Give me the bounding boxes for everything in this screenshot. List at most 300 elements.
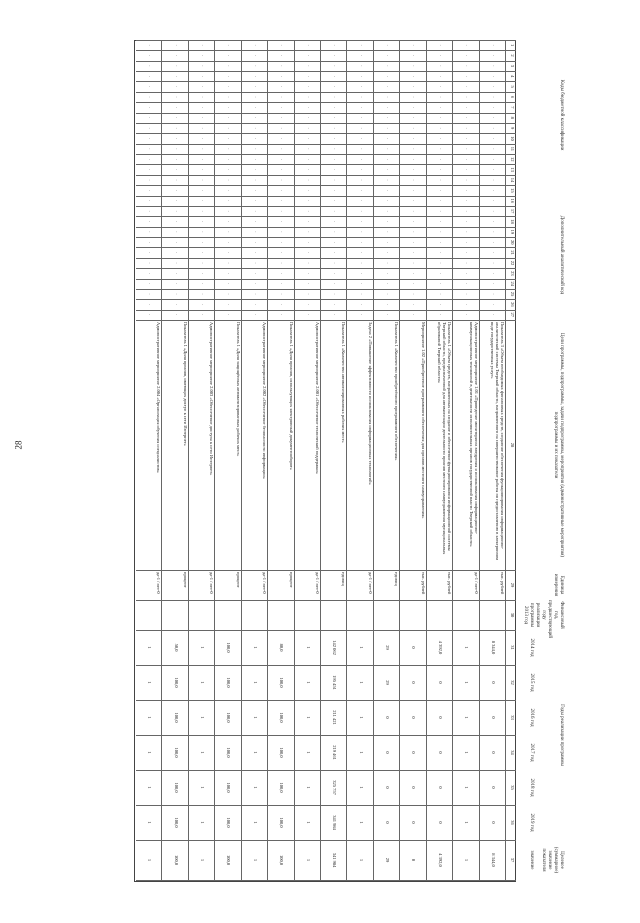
code-mark: · <box>173 272 179 275</box>
code-mark: · <box>464 210 470 212</box>
grid-column-line <box>136 175 516 176</box>
code-mark: · <box>226 137 232 140</box>
code-mark: · <box>147 241 153 243</box>
row-value-y2019: 1 <box>464 821 470 824</box>
code-mark: · <box>252 54 258 57</box>
code-mark: · <box>490 54 496 57</box>
grid-column-line <box>136 216 516 217</box>
page-number: 28 <box>13 440 24 450</box>
code-mark: · <box>385 168 391 171</box>
row-value-y2019: 1 <box>305 821 311 824</box>
code-mark: · <box>305 199 311 202</box>
code-mark: · <box>437 96 443 98</box>
row-final-value: 100,0 <box>226 854 232 866</box>
code-mark: · <box>437 251 443 254</box>
code-mark: · <box>147 148 153 150</box>
code-mark: · <box>332 158 338 160</box>
code-mark: · <box>200 44 206 46</box>
row-value-y2015: 0 <box>411 681 417 684</box>
code-mark: · <box>173 75 179 78</box>
table-row-line <box>320 40 321 880</box>
code-mark: · <box>385 44 391 46</box>
column-number: 19 <box>510 229 515 235</box>
code-mark: · <box>464 179 470 181</box>
code-mark: · <box>200 158 206 160</box>
code-mark: · <box>305 314 311 316</box>
code-mark: · <box>252 117 258 119</box>
code-mark: · <box>464 117 470 119</box>
code-mark: · <box>490 241 496 243</box>
code-mark: · <box>358 54 364 57</box>
code-mark: · <box>437 282 443 285</box>
column-number: 36 <box>510 820 515 825</box>
code-mark: · <box>147 106 153 109</box>
code-mark: · <box>200 251 206 254</box>
code-mark: · <box>279 117 285 119</box>
code-mark: · <box>437 168 443 171</box>
code-mark: · <box>358 272 364 275</box>
code-mark: · <box>305 127 311 129</box>
code-mark: · <box>358 210 364 212</box>
row-value-y2017: 1 <box>147 751 153 754</box>
row-value-y2018: 325 757 <box>332 780 338 795</box>
row-value-y2016: 100,0 <box>226 712 232 723</box>
code-mark: · <box>358 75 364 78</box>
code-mark: · <box>173 168 179 171</box>
code-mark: · <box>358 293 364 295</box>
row-value-y2016: 100,0 <box>173 712 179 723</box>
code-mark: · <box>147 262 153 264</box>
code-mark: · <box>464 54 470 57</box>
code-mark: · <box>490 314 496 316</box>
row-value-y2017: 1 <box>200 751 206 754</box>
code-mark: · <box>305 189 311 192</box>
code-mark: · <box>437 75 443 78</box>
code-mark: · <box>147 75 153 78</box>
row-value-y2016: 1 <box>358 716 364 719</box>
header-year-2017: 2017 год <box>529 743 534 762</box>
code-mark: · <box>305 282 311 285</box>
code-mark: · <box>437 220 443 223</box>
code-mark: · <box>385 282 391 285</box>
code-mark: · <box>200 241 206 243</box>
code-mark: · <box>411 293 417 295</box>
row-final-value: 100,0 <box>173 854 179 866</box>
code-mark: · <box>173 231 179 233</box>
code-mark: · <box>305 96 311 98</box>
header-year-2018: 2018 год <box>529 778 534 797</box>
code-mark: · <box>411 314 417 316</box>
code-mark: · <box>385 148 391 150</box>
code-mark: · <box>464 75 470 78</box>
code-mark: · <box>358 117 364 119</box>
code-mark: · <box>173 251 179 254</box>
code-mark: · <box>358 85 364 88</box>
code-mark: · <box>252 179 258 181</box>
code-mark: · <box>490 179 496 181</box>
code-mark: · <box>252 241 258 243</box>
column-number: 4 <box>510 75 515 78</box>
code-mark: · <box>279 210 285 212</box>
code-mark: · <box>464 148 470 150</box>
column-number: 7 <box>510 106 515 109</box>
code-mark: · <box>464 251 470 254</box>
code-mark: · <box>173 106 179 109</box>
code-mark: · <box>437 262 443 264</box>
code-mark: · <box>358 303 364 306</box>
grid-column-line <box>136 735 516 736</box>
row-value-y2019: 100,0 <box>279 817 285 828</box>
code-mark: · <box>200 282 206 285</box>
row-indicator-text: Мероприятие 1.02 «Приобретение программного обеспечения для органов местного самоуправления» <box>420 322 426 519</box>
row-indicator-text: Показатель 1 «Доля защищённых автоматизированных рабочих мест» <box>235 322 241 457</box>
row-indicator-text: Административное мероприятие 2.003 «Обеспечение доступа к сети Интернет» <box>209 322 215 476</box>
code-mark: · <box>226 293 232 295</box>
table-row-line <box>452 40 453 880</box>
code-mark: · <box>226 85 232 88</box>
column-number: 11 <box>510 146 515 152</box>
code-mark: · <box>305 44 311 46</box>
code-mark: · <box>411 137 417 140</box>
code-mark: · <box>279 85 285 88</box>
code-mark: · <box>385 127 391 129</box>
grid-column-line <box>136 320 516 321</box>
table-row-line <box>399 40 400 880</box>
code-mark: · <box>226 231 232 233</box>
table-row-line <box>426 40 427 880</box>
code-mark: · <box>437 85 443 88</box>
code-mark: · <box>200 210 206 212</box>
grid-column-line <box>136 630 516 631</box>
row-value-y2015: 0 <box>437 681 443 684</box>
code-mark: · <box>490 85 496 88</box>
row-value-y2016: 0 <box>437 716 443 719</box>
code-mark: · <box>411 303 417 306</box>
code-mark: · <box>490 210 496 212</box>
row-unit: единиц <box>341 572 347 586</box>
row-value-y2017: 0 <box>490 751 496 754</box>
code-mark: · <box>385 199 391 202</box>
column-number: 20 <box>510 239 515 245</box>
code-mark: · <box>437 148 443 150</box>
code-mark: · <box>411 282 417 285</box>
row-final-value: 1 <box>147 858 153 862</box>
code-mark: · <box>173 158 179 160</box>
row-value-y2015: 1 <box>305 681 311 684</box>
row-value-y2018: 1 <box>464 786 470 789</box>
row-value-y2017: 0 <box>437 751 443 754</box>
code-mark: · <box>437 44 443 46</box>
header-year-2019: 2019 год <box>529 813 534 832</box>
grid-column-line <box>136 92 516 93</box>
column-number: 29 <box>510 582 515 588</box>
code-mark: · <box>385 262 391 264</box>
code-mark: · <box>173 117 179 119</box>
code-mark: · <box>490 272 496 275</box>
code-mark: · <box>385 96 391 98</box>
code-mark: · <box>385 158 391 160</box>
row-value-y2015: 29 <box>385 680 391 685</box>
row-value-y2015: 1 <box>464 681 470 684</box>
code-mark: · <box>332 85 338 88</box>
code-mark: · <box>411 117 417 119</box>
code-mark: · <box>332 272 338 275</box>
row-value-y2015: 1 <box>358 681 364 684</box>
column-number: 21 <box>510 250 515 255</box>
row-value-y2015: 195 451 <box>332 675 338 690</box>
code-mark: · <box>490 199 496 202</box>
code-mark: · <box>173 54 179 57</box>
row-value-y2015: 0 <box>490 681 496 684</box>
row-value-y2018: 1 <box>200 786 206 789</box>
code-mark: · <box>147 137 153 140</box>
code-mark: · <box>358 96 364 98</box>
code-mark: · <box>305 117 311 119</box>
grid-column-line <box>136 164 516 165</box>
code-mark: · <box>173 148 179 150</box>
row-value-y2019: 100,0 <box>173 817 179 828</box>
code-mark: · <box>305 272 311 275</box>
code-mark: · <box>252 231 258 233</box>
code-mark: · <box>464 137 470 140</box>
code-mark: · <box>411 199 417 202</box>
grid-column-line <box>136 665 516 666</box>
code-mark: · <box>464 189 470 192</box>
row-value-y2018: 1 <box>147 786 153 789</box>
grid-column-line <box>136 40 516 41</box>
row-final-value: 8 344,0 <box>490 853 496 867</box>
code-mark: · <box>173 314 179 316</box>
row-value-y2016: 0 <box>490 716 496 719</box>
code-mark: · <box>464 282 470 285</box>
code-mark: · <box>252 158 258 160</box>
row-unit: процент <box>182 572 188 588</box>
code-mark: · <box>332 168 338 171</box>
code-mark: · <box>490 65 496 67</box>
grid-column-line <box>136 185 516 186</box>
code-mark: · <box>490 75 496 78</box>
row-final-value: 29 <box>385 857 391 863</box>
code-mark: · <box>358 241 364 243</box>
header-years-group: Годы реализации программы <box>559 704 564 766</box>
code-mark: · <box>332 251 338 254</box>
code-mark: · <box>464 106 470 109</box>
code-mark: · <box>279 314 285 316</box>
row-value-y2018: 0 <box>411 786 417 789</box>
code-mark: · <box>490 158 496 160</box>
row-value-y2015: 1 <box>147 681 153 684</box>
code-mark: · <box>490 168 496 171</box>
code-mark: · <box>173 179 179 181</box>
code-mark: · <box>305 106 311 109</box>
code-mark: · <box>200 75 206 78</box>
code-mark: · <box>252 282 258 285</box>
grid-column-line <box>136 123 516 124</box>
row-unit: да-1 / нет-0 <box>262 572 268 594</box>
code-mark: · <box>437 189 443 192</box>
code-mark: · <box>358 220 364 223</box>
row-value-y2019: 1 <box>252 821 258 824</box>
code-mark: · <box>147 117 153 119</box>
code-mark: · <box>226 282 232 285</box>
code-mark: · <box>332 220 338 223</box>
row-indicator-text: Административное мероприятие 2.004 «Организация обучения специалистов» <box>156 322 162 473</box>
code-mark: · <box>411 241 417 243</box>
code-mark: · <box>305 241 311 243</box>
code-mark: · <box>332 293 338 295</box>
code-mark: · <box>200 262 206 264</box>
column-number: 32 <box>510 680 515 685</box>
code-mark: · <box>226 127 232 129</box>
column-number: 16 <box>510 198 515 203</box>
code-mark: · <box>385 189 391 192</box>
row-final-value: 100,0 <box>279 854 285 866</box>
code-mark: · <box>358 158 364 160</box>
code-mark: · <box>252 148 258 150</box>
code-mark: · <box>173 137 179 140</box>
code-mark: · <box>305 262 311 264</box>
code-mark: · <box>411 272 417 275</box>
code-mark: · <box>200 96 206 98</box>
code-mark: · <box>200 54 206 57</box>
row-value-y2016: 100,0 <box>279 712 285 723</box>
row-indicator-text: Задача 2 «Повышение эффективности использования информационных технологий» <box>367 322 373 485</box>
code-mark: · <box>279 231 285 233</box>
code-mark: · <box>411 106 417 109</box>
code-mark: · <box>252 75 258 78</box>
grid-column-line <box>136 206 516 207</box>
code-mark: · <box>464 96 470 98</box>
row-value-y2017: 219 461 <box>332 745 338 760</box>
code-mark: · <box>226 65 232 67</box>
row-value-y2017: 1 <box>305 751 311 754</box>
code-mark: · <box>279 199 285 202</box>
code-mark: · <box>411 54 417 57</box>
code-mark: · <box>490 251 496 254</box>
code-mark: · <box>411 220 417 223</box>
column-number: 1 <box>510 44 515 47</box>
row-value-y2014: 50,0 <box>173 643 179 652</box>
row-value-y2016: 0 <box>385 716 391 719</box>
code-mark: · <box>226 96 232 98</box>
grid-column-line <box>136 289 516 290</box>
code-mark: · <box>226 168 232 171</box>
rotated-table-page <box>128 18 584 923</box>
code-mark: · <box>464 231 470 233</box>
row-unit: тыс. рублей <box>500 572 505 595</box>
column-number: 31 <box>510 645 515 650</box>
row-indicator-text: Административное мероприятие 2.001 «Обеспечение технической поддержки» <box>315 322 320 475</box>
code-mark: · <box>332 137 338 140</box>
code-mark: · <box>332 75 338 78</box>
code-mark: · <box>252 65 258 67</box>
row-value-y2014: 0 <box>411 646 417 649</box>
header-unit: Единица измерения <box>553 573 564 597</box>
grid-column-line <box>136 310 516 311</box>
code-mark: · <box>358 282 364 285</box>
table-row-line <box>346 40 347 880</box>
code-mark: · <box>385 272 391 275</box>
column-number: 9 <box>510 127 515 130</box>
row-value-y2017: 1 <box>252 751 258 754</box>
code-mark: · <box>358 199 364 202</box>
code-mark: · <box>279 54 285 57</box>
code-mark: · <box>332 210 338 212</box>
code-mark: · <box>437 210 443 212</box>
code-mark: · <box>279 106 285 109</box>
code-mark: · <box>226 251 232 254</box>
code-mark: · <box>490 137 496 140</box>
header-year-2014: 2014 год <box>529 638 534 657</box>
code-mark: · <box>279 148 285 150</box>
row-value-y2018: 1 <box>358 786 364 789</box>
table-row-line <box>294 40 295 880</box>
code-mark: · <box>305 168 311 171</box>
row-value-y2014: 100,0 <box>226 642 232 653</box>
column-number: 6 <box>510 95 515 99</box>
code-mark: · <box>173 220 179 223</box>
code-mark: · <box>147 85 153 88</box>
header-final-sub: значение <box>529 850 534 870</box>
header-fin-2013: Финансовый год, предшествующий году реализации программы 2013 год <box>523 600 564 639</box>
code-mark: · <box>147 251 153 254</box>
code-mark: · <box>490 96 496 98</box>
column-number: 12 <box>510 156 515 162</box>
code-mark: · <box>147 54 153 57</box>
code-mark: · <box>490 189 496 192</box>
code-mark: · <box>226 241 232 243</box>
grid-column-line <box>136 299 516 300</box>
column-number: 26 <box>510 302 515 307</box>
code-mark: · <box>385 117 391 119</box>
row-indicator-text: Показатель 1 «Количество приобретённого программного обеспечения» <box>394 322 400 461</box>
row-value-y2014: 1 <box>305 646 311 649</box>
code-mark: · <box>147 189 153 192</box>
code-mark: · <box>226 272 232 275</box>
code-mark: · <box>464 85 470 88</box>
code-mark: · <box>358 231 364 233</box>
row-value-y2017: 100,0 <box>226 747 232 758</box>
code-mark: · <box>200 137 206 140</box>
column-number: 37 <box>510 857 515 863</box>
code-mark: · <box>147 65 153 67</box>
code-mark: · <box>464 262 470 264</box>
code-mark: · <box>464 199 470 202</box>
grid-column-line <box>136 237 516 238</box>
code-mark: · <box>305 148 311 150</box>
code-mark: · <box>385 137 391 140</box>
code-mark: · <box>437 179 443 181</box>
code-mark: · <box>200 179 206 181</box>
code-mark: · <box>252 262 258 264</box>
column-number: 10 <box>510 136 515 141</box>
code-mark: · <box>437 303 443 306</box>
row-value-y2017: 1 <box>464 751 470 754</box>
column-number: 3 <box>510 64 515 68</box>
column-number: 17 <box>510 208 515 214</box>
code-mark: · <box>358 168 364 171</box>
code-mark: · <box>385 231 391 233</box>
code-mark: · <box>226 189 232 192</box>
code-mark: · <box>490 148 496 150</box>
code-mark: · <box>226 106 232 109</box>
code-mark: · <box>411 189 417 192</box>
code-mark: · <box>147 272 153 275</box>
code-mark: · <box>279 251 285 254</box>
table-row-line <box>214 40 215 880</box>
code-mark: · <box>490 220 496 223</box>
header-bk-codes: Коды бюджетной классификации <box>559 79 564 151</box>
